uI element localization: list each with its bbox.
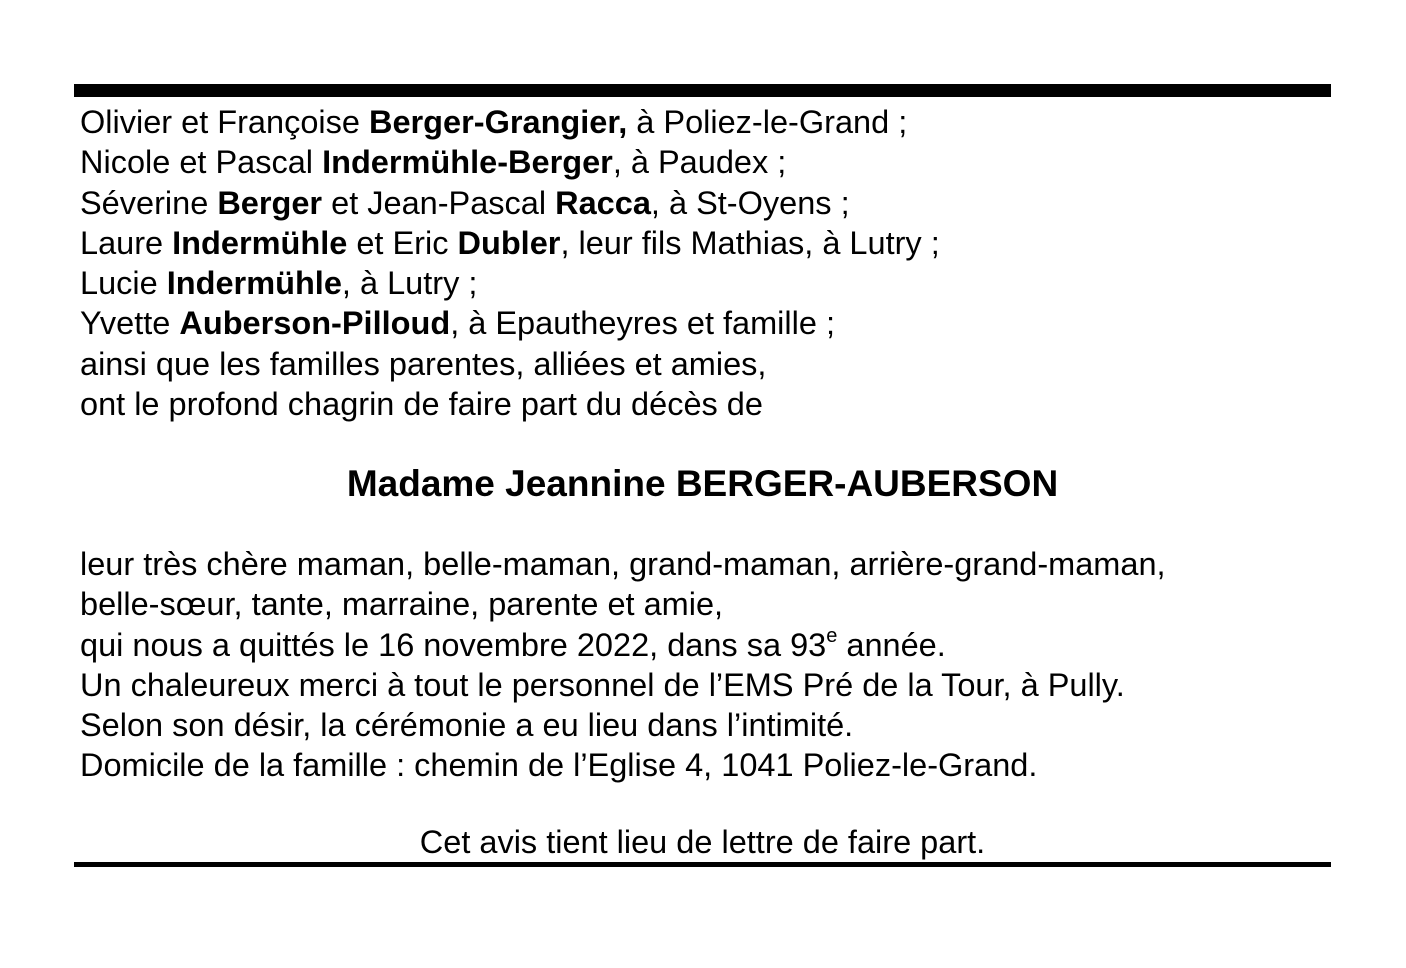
text-run: , à Paudex ; <box>612 144 787 181</box>
text-run: Un chaleureux merci à tout le personnel de l’EMS Pré de la Tour, à Pully. <box>80 666 1125 703</box>
body-line <box>80 584 1330 624</box>
bold-name: Indermühle <box>166 265 342 302</box>
text-run: qui nous a quittés le 16 novembre 2022, dans sa 93 <box>80 626 827 663</box>
family-line <box>80 344 1330 384</box>
notice-body <box>80 544 1330 786</box>
closing-note: Cet avis tient lieu de lettre de faire part. <box>419 824 986 860</box>
bold-name: Racca <box>555 184 651 221</box>
text-run: Lucie <box>80 265 167 302</box>
bottom-rule <box>74 862 1331 867</box>
body-line <box>80 625 1330 665</box>
text-run: Selon son désir, la cérémonie a eu lieu dans l’intimité. <box>80 707 854 744</box>
text-run: Olivier et Françoise <box>80 104 369 140</box>
family-line <box>80 263 1330 303</box>
text-run: Yvette <box>80 305 180 342</box>
top-rule <box>74 84 1331 97</box>
bold-name: Indermühle-Berger <box>322 144 613 181</box>
text-run: , leur fils Mathias, à Lutry ; <box>560 224 940 261</box>
text-run: leur très chère maman, belle-maman, grand-maman, arrière-grand-maman, <box>80 546 1166 582</box>
text-run: Nicole et Pascal <box>80 144 323 181</box>
text-run: Laure <box>80 224 173 261</box>
family-line <box>80 183 1330 223</box>
family-line <box>80 102 1330 142</box>
ordinal-superscript: e <box>826 624 838 647</box>
family-line <box>80 142 1330 182</box>
text-run: , à Lutry ; <box>341 265 478 302</box>
text-run: et Jean-Pascal <box>322 184 556 221</box>
text-run: , à Epautheyres et famille ; <box>450 305 835 342</box>
text-run: année. <box>837 626 946 663</box>
body-line <box>80 665 1330 705</box>
family-line <box>80 303 1330 343</box>
bold-name: Berger-Grangier, <box>368 104 628 140</box>
body-line <box>80 544 1330 584</box>
family-list <box>80 102 1330 424</box>
family-line <box>80 223 1330 263</box>
text-run: à Poliez-le-Grand ; <box>627 104 908 140</box>
text-run: et Eric <box>347 224 458 261</box>
body-line <box>80 705 1330 745</box>
text-run: , à St-Oyens ; <box>650 184 850 221</box>
text-run: Séverine <box>80 184 218 221</box>
text-run: ainsi que les familles parentes, alliées et amies, <box>80 345 767 382</box>
text-run: belle-sœur, tante, marraine, parente et amie, <box>80 586 724 623</box>
text-run: ont le profond chagrin de faire part du décès de <box>80 386 763 423</box>
text-run: Domicile de la famille : chemin de l’Eglise 4, 1041 Poliez-le-Grand. <box>80 747 1038 784</box>
bold-name: Auberson-Pilloud <box>179 305 451 342</box>
body-line <box>80 745 1330 785</box>
bold-name: Indermühle <box>172 224 348 261</box>
deceased-name: Madame Jeannine BERGER-AUBERSON <box>346 463 1059 504</box>
bold-name: Berger <box>217 184 323 221</box>
family-line <box>80 384 1330 424</box>
bold-name: Dubler <box>457 224 561 261</box>
